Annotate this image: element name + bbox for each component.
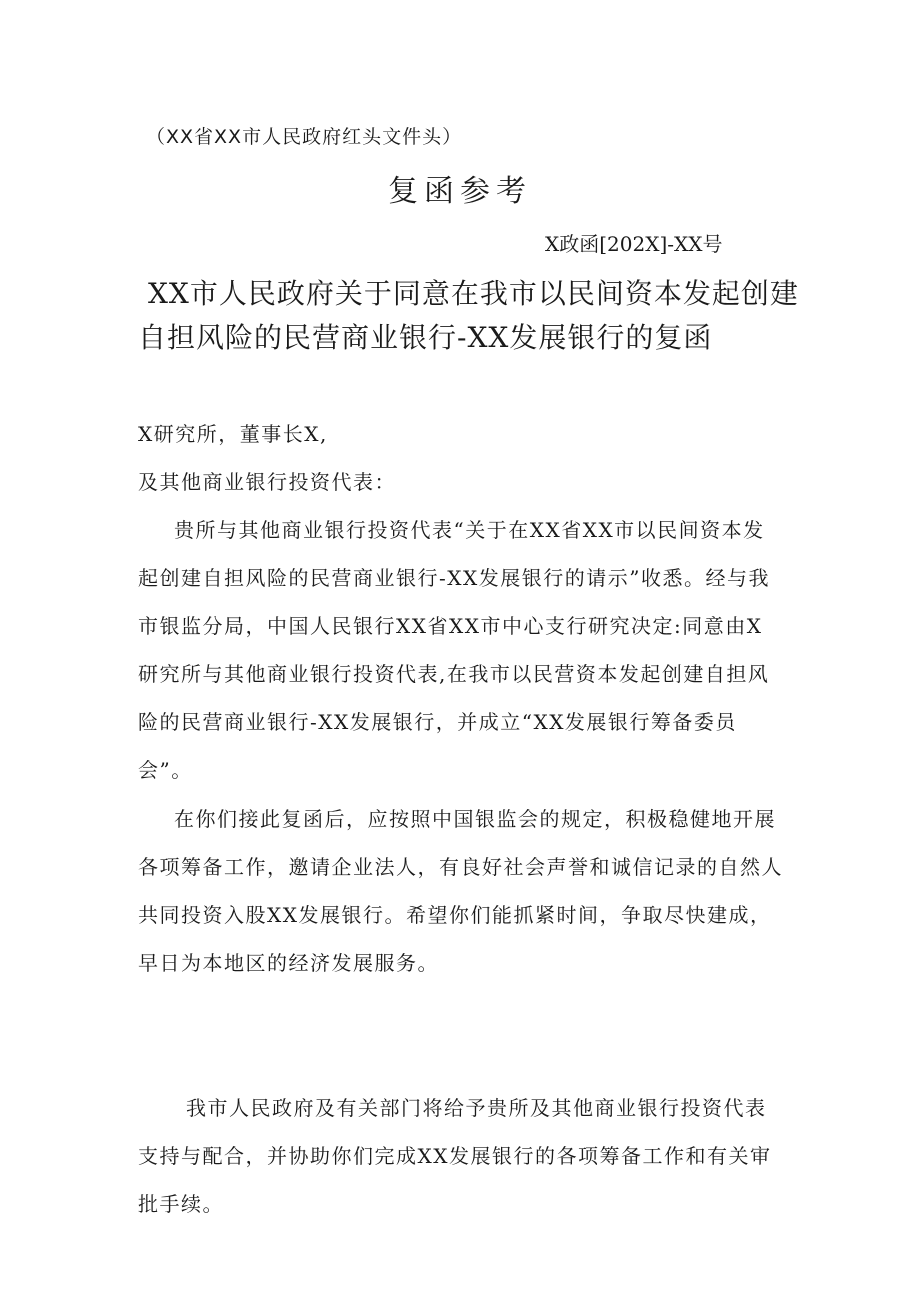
document-number: X政函[202X]-XX号 — [545, 232, 723, 256]
main-title — [138, 272, 798, 360]
main-title-line: XX市人民政府关于同意在我市以民间资本发起创建 — [148, 277, 799, 310]
paragraph-line: 我市人民政府及有关部门将给予贵所及其他商业银行投资代表 — [186, 1096, 767, 1120]
paragraph-2 — [138, 795, 788, 987]
paragraph-line: 会”。 — [138, 758, 193, 782]
paragraph-line: 险的民营商业银行-XX发展银行，并成立“XX发展银行筹备委员 — [138, 710, 737, 734]
addressee-line: 及其他商业银行投资代表： — [138, 470, 396, 494]
paragraph-line: 研究所与其他商业银行投资代表,在我市以民营资本发起创建自担风 — [138, 662, 770, 686]
paragraph-line: 批手续。 — [138, 1192, 224, 1216]
paragraph-3 — [138, 1084, 788, 1228]
paragraph-line: 各项筹备工作，邀请企业法人，有良好社会声誉和诚信记录的自然人 — [138, 855, 783, 879]
letterhead-placeholder: （XX省XX市人民政府红头文件头） — [146, 126, 463, 148]
paragraph-line: 支持与配合，并协助你们完成XX发展银行的各项筹备工作和有关审 — [138, 1144, 772, 1168]
paragraph-line: 市银监分局，中国人民银行XX省XX市中心支行研究决定:同意由X — [138, 614, 763, 638]
addressee-line: X研究所，董事长X, — [138, 422, 328, 446]
document-title: 复函参考 — [388, 174, 532, 209]
paragraph-line: 起创建自担风险的民营商业银行-XX发展银行的请示”收悉。经与我 — [138, 566, 770, 590]
paragraph-line: 在你们接此复函后，应按照中国银监会的规定，积极稳健地开展 — [174, 807, 776, 831]
paragraph-1 — [138, 506, 788, 794]
paragraph-line: 共同投资入股XX发展银行。希望你们能抓紧时间，争取尽快建成， — [138, 903, 772, 927]
paragraph-line: 贵所与其他商业银行投资代表“关于在XX省XX市以民间资本发 — [174, 518, 765, 542]
paragraph-line: 早日为本地区的经济发展服务。 — [138, 951, 439, 975]
main-title-line: 自担风险的民营商业银行-XX发展银行的复函 — [138, 321, 713, 354]
